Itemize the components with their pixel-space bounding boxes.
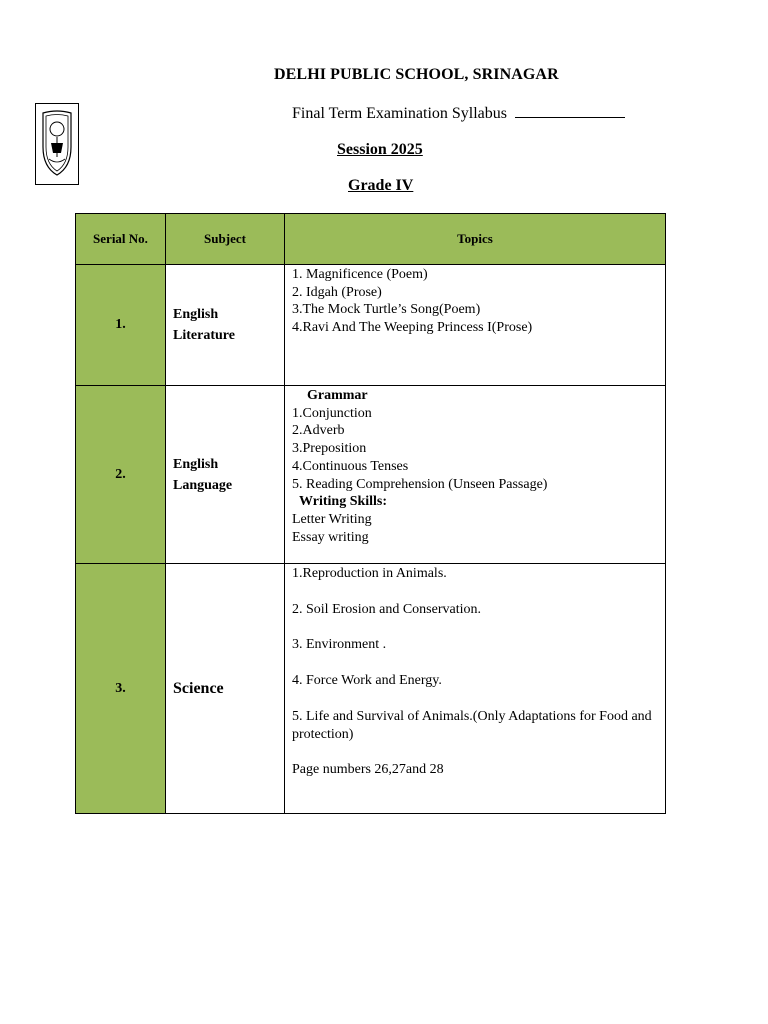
session-heading: Session 2025 bbox=[337, 141, 423, 158]
topic-item: 2.Adverb bbox=[292, 423, 345, 439]
topic-item: 1.Conjunction bbox=[292, 405, 372, 421]
topics-cell bbox=[285, 265, 666, 386]
subject-line: Literature bbox=[173, 328, 235, 343]
subject-cell: Science bbox=[166, 564, 285, 814]
grammar-heading: Grammar bbox=[307, 388, 368, 403]
topics-cell bbox=[285, 564, 666, 814]
writing-skills-heading: Writing Skills: bbox=[299, 494, 388, 510]
exam-title-line bbox=[292, 104, 625, 123]
table-row bbox=[76, 386, 666, 564]
topic-item: 2. Soil Erosion and Conservation. bbox=[292, 601, 481, 617]
header-topics: Topics bbox=[285, 214, 666, 265]
topic-item: 5. Life and Survival of Animals.(Only Adaptations for Food and protection) bbox=[292, 708, 652, 742]
topic-item: 1.Reproduction in Animals. bbox=[292, 566, 447, 581]
page-numbers-note: Page numbers 26,27and 28 bbox=[292, 762, 444, 778]
header-subject: Subject bbox=[166, 214, 285, 265]
topic-item: 2. Idgah (Prose) bbox=[292, 284, 382, 300]
topic-item: 5. Reading Comprehension (Unseen Passage) bbox=[292, 476, 548, 492]
exam-title-blank bbox=[515, 104, 625, 118]
topics-cell bbox=[285, 386, 666, 564]
topic-item: 1. Magnificence (Poem) bbox=[292, 267, 428, 282]
table-row bbox=[76, 265, 666, 386]
topic-item: 3.Preposition bbox=[292, 441, 367, 457]
subject-cell bbox=[166, 265, 285, 386]
subject-cell bbox=[166, 386, 285, 564]
serial-cell: 2. bbox=[76, 386, 166, 564]
syllabus-table bbox=[75, 213, 666, 814]
topic-item: Essay writing bbox=[292, 529, 369, 545]
subject-line: English bbox=[173, 456, 219, 472]
serial-cell: 1. bbox=[76, 265, 166, 386]
subject-line: Language bbox=[173, 477, 233, 493]
school-logo bbox=[35, 103, 79, 185]
table-header-row bbox=[76, 214, 666, 265]
topic-item: 4.Ravi And The Weeping Princess I(Prose) bbox=[292, 320, 533, 336]
header-serial: Serial No. bbox=[76, 214, 166, 265]
school-crest-icon bbox=[39, 107, 75, 181]
topic-item: 3.The Mock Turtle’s Song(Poem) bbox=[292, 302, 481, 318]
topic-item: Letter Writing bbox=[292, 511, 372, 527]
serial-cell: 3. bbox=[76, 564, 166, 814]
table-row bbox=[76, 564, 666, 814]
topic-item: 3. Environment . bbox=[292, 637, 387, 653]
topic-item: 4.Continuous Tenses bbox=[292, 458, 409, 474]
topic-item: 4. Force Work and Energy. bbox=[292, 673, 442, 689]
school-name: DELHI PUBLIC SCHOOL, SRINAGAR bbox=[274, 66, 559, 83]
grade-heading: Grade IV bbox=[348, 177, 414, 194]
exam-title: Final Term Examination Syllabus bbox=[292, 105, 508, 122]
subject-line: English bbox=[173, 307, 219, 322]
